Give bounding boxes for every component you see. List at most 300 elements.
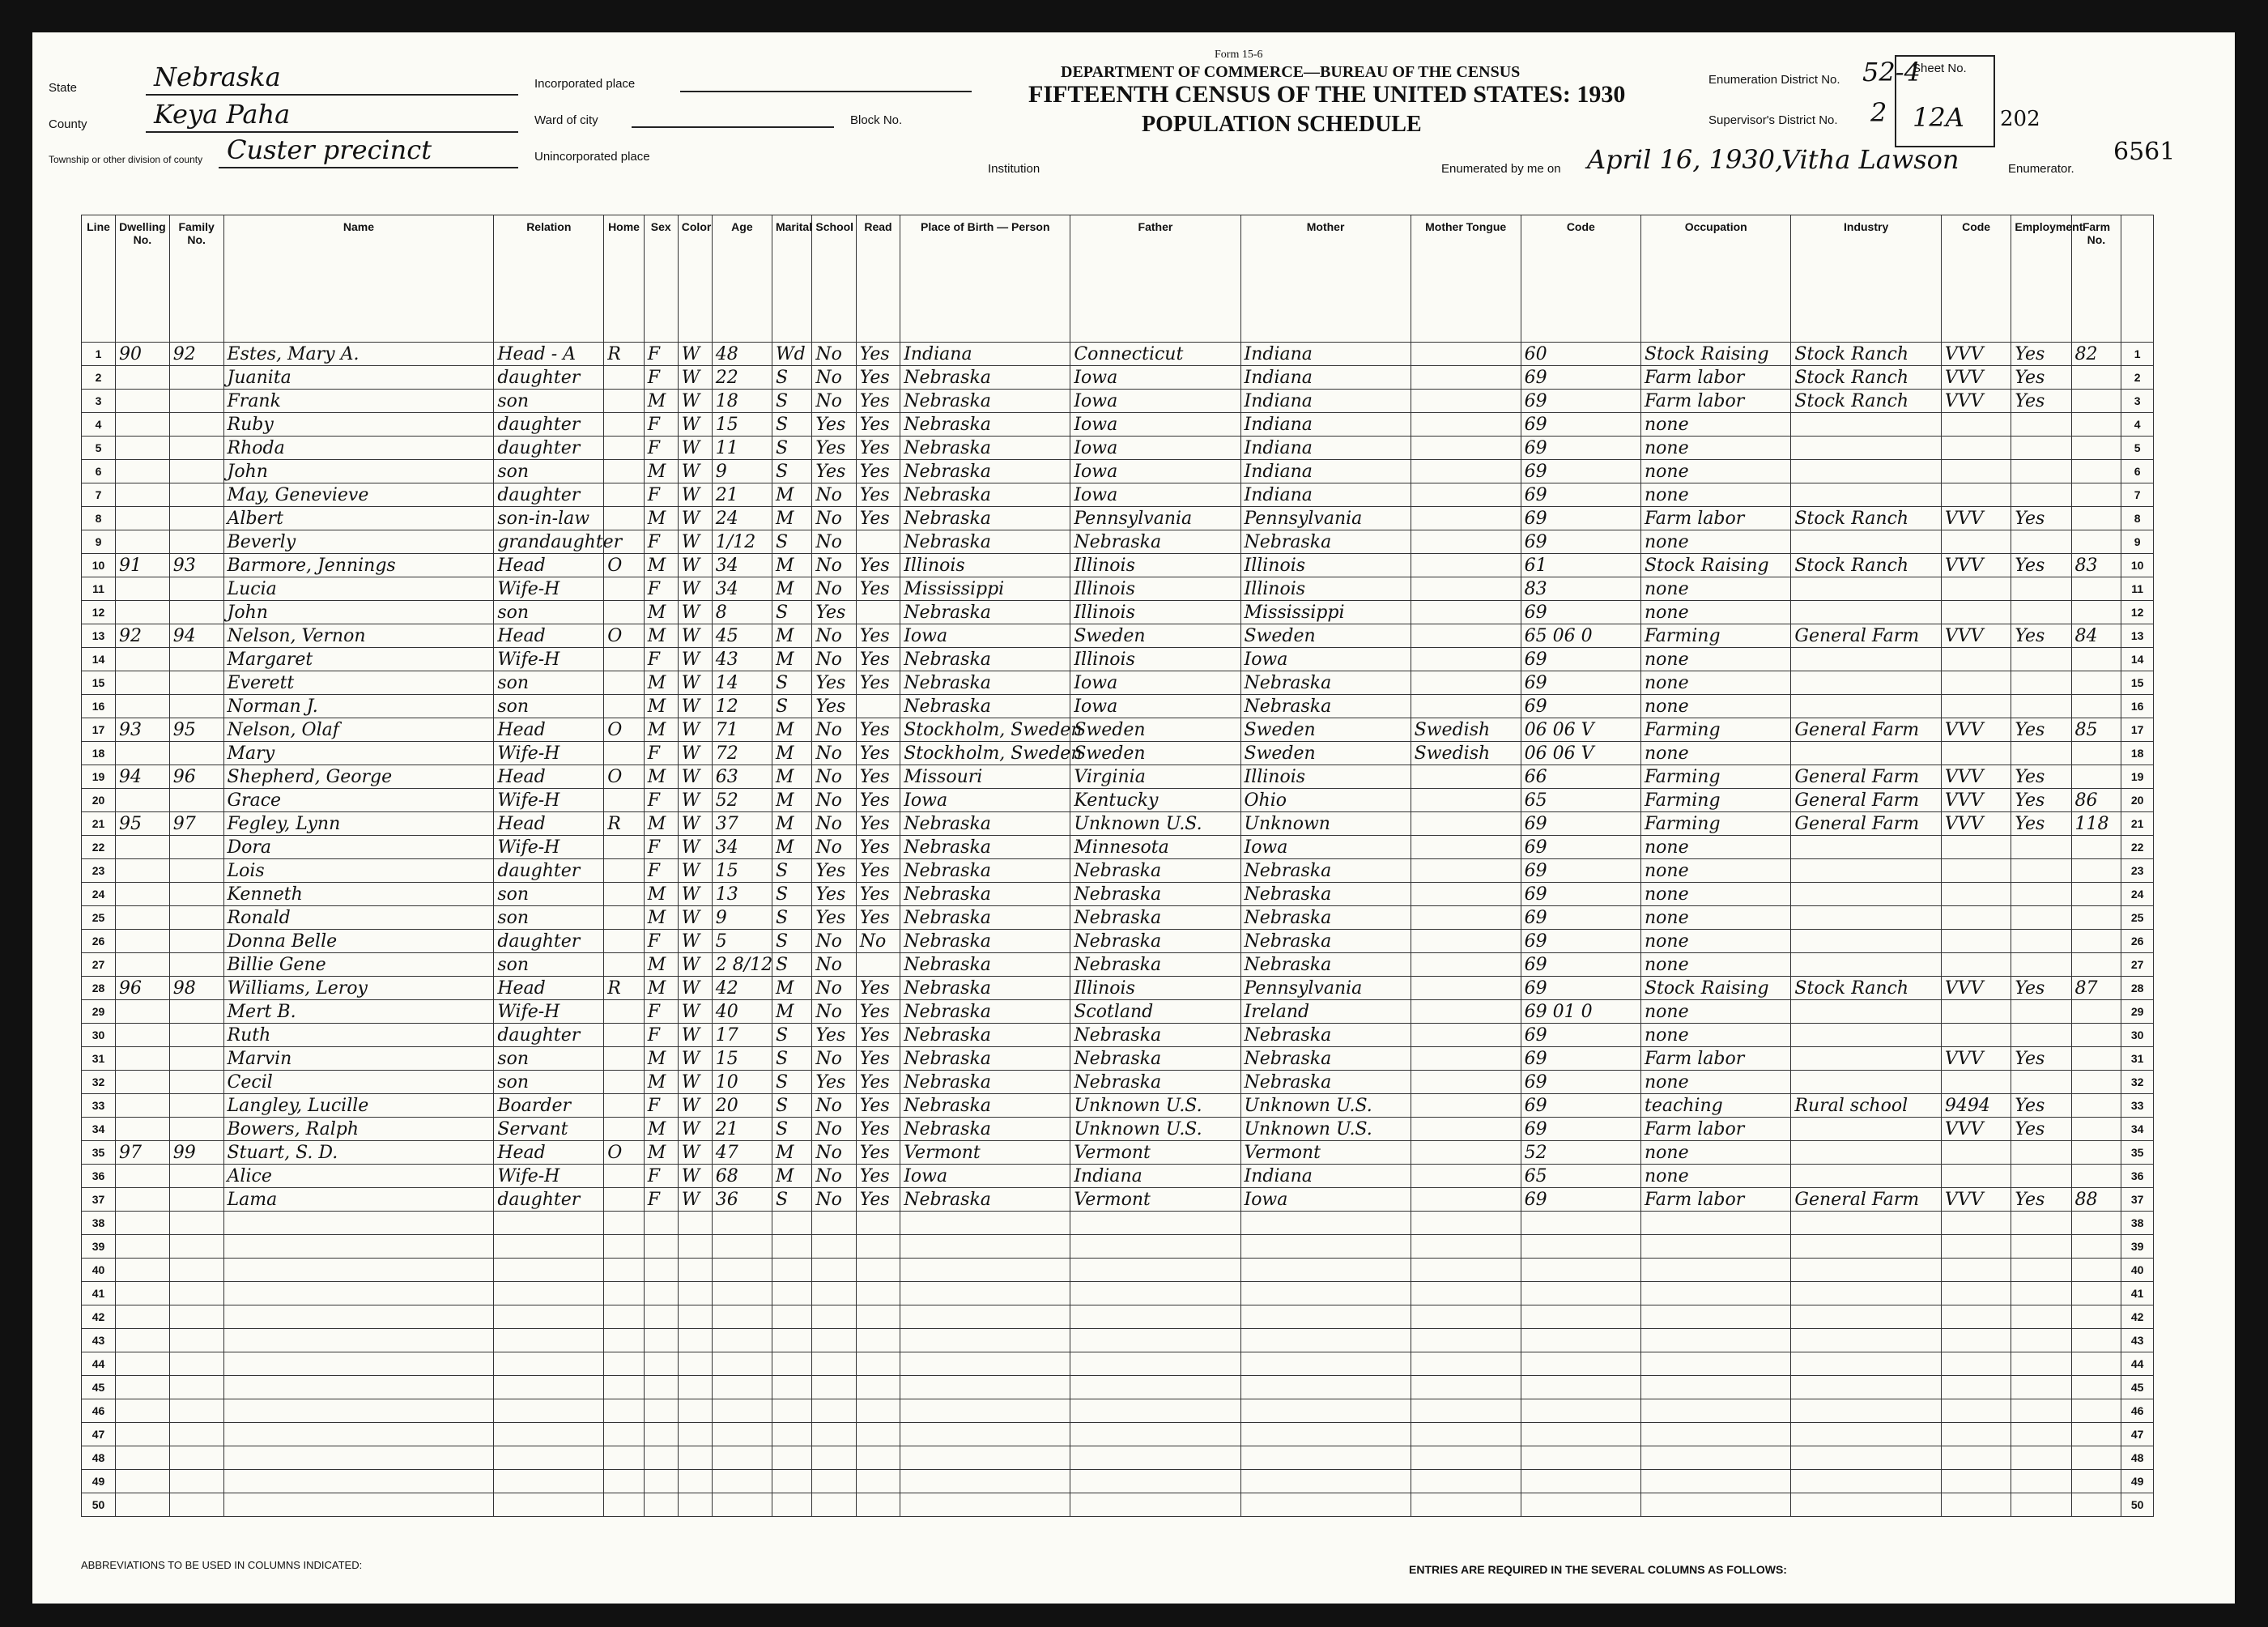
table-cell: Yes bbox=[856, 1047, 900, 1071]
table-cell: O bbox=[604, 1141, 644, 1165]
table-cell: Indiana bbox=[1240, 437, 1411, 460]
table-cell bbox=[1941, 577, 2011, 601]
table-cell: W bbox=[678, 624, 712, 648]
table-cell: 47 bbox=[712, 1141, 772, 1165]
table-row bbox=[82, 413, 2154, 437]
table-cell: M bbox=[644, 883, 678, 906]
table-cell: General Farm bbox=[1791, 624, 1941, 648]
table-cell: Yes bbox=[856, 1094, 900, 1118]
table-cell bbox=[169, 460, 223, 483]
table-cell bbox=[900, 1376, 1070, 1399]
table-cell bbox=[169, 1446, 223, 1470]
table-cell: M bbox=[644, 1141, 678, 1165]
table-cell: W bbox=[678, 695, 712, 718]
table-cell: Stuart, S. D. bbox=[223, 1141, 494, 1165]
table-cell: F bbox=[644, 859, 678, 883]
table-cell: 69 bbox=[1521, 953, 1640, 977]
table-cell: 14 bbox=[712, 671, 772, 695]
table-cell bbox=[678, 1376, 712, 1399]
table-cell bbox=[900, 1305, 1070, 1329]
table-cell bbox=[678, 1493, 712, 1517]
table-row bbox=[82, 1493, 2154, 1517]
table-cell bbox=[1411, 1118, 1521, 1141]
table-cell bbox=[1791, 1493, 1941, 1517]
enumerator-name: Vitha Lawson bbox=[1781, 144, 1960, 175]
table-cell: Yes bbox=[856, 765, 900, 789]
table-cell: Stock Ranch bbox=[1791, 343, 1941, 366]
table-cell: 97 bbox=[116, 1141, 170, 1165]
table-cell bbox=[1521, 1329, 1640, 1352]
sheet-box bbox=[1895, 55, 1995, 147]
table-cell: 9494 bbox=[1941, 1094, 2011, 1118]
table-row bbox=[82, 977, 2154, 1000]
table-cell: 18 bbox=[82, 742, 116, 765]
table-cell: M bbox=[644, 765, 678, 789]
table-cell: 49 bbox=[2121, 1470, 2154, 1493]
table-cell bbox=[1791, 483, 1941, 507]
table-cell bbox=[604, 1000, 644, 1024]
table-cell bbox=[1240, 1259, 1411, 1282]
table-cell: M bbox=[772, 554, 811, 577]
table-cell: F bbox=[644, 437, 678, 460]
table-cell: Nebraska bbox=[1070, 1071, 1240, 1094]
table-cell: 69 bbox=[1521, 906, 1640, 930]
table-cell bbox=[1640, 1493, 1790, 1517]
table-cell: Illinois bbox=[1070, 601, 1240, 624]
column-header: Color bbox=[678, 215, 712, 343]
table-cell: Illinois bbox=[1070, 554, 1240, 577]
table-cell: none bbox=[1640, 483, 1790, 507]
table-cell: F bbox=[644, 483, 678, 507]
table-cell bbox=[812, 1493, 856, 1517]
table-cell bbox=[116, 1047, 170, 1071]
table-cell: Yes bbox=[856, 413, 900, 437]
table-cell bbox=[169, 1212, 223, 1235]
table-cell: S bbox=[772, 413, 811, 437]
table-cell: VVV bbox=[1941, 718, 2011, 742]
table-cell: W bbox=[678, 507, 712, 530]
table-cell: 9 bbox=[82, 530, 116, 554]
table-cell bbox=[856, 1470, 900, 1493]
table-cell: 69 bbox=[1521, 812, 1640, 836]
table-cell: Indiana bbox=[1240, 1165, 1411, 1188]
table-row bbox=[82, 765, 2154, 789]
table-cell bbox=[494, 1212, 604, 1235]
table-cell: 38 bbox=[82, 1212, 116, 1235]
table-cell: 82 bbox=[2071, 343, 2121, 366]
table-cell: Nebraska bbox=[1240, 930, 1411, 953]
table-cell: 17 bbox=[712, 1024, 772, 1047]
table-cell: 69 bbox=[1521, 366, 1640, 390]
table-cell: son bbox=[494, 1047, 604, 1071]
table-cell: Yes bbox=[856, 1165, 900, 1188]
table-cell bbox=[604, 1446, 644, 1470]
table-cell bbox=[900, 1329, 1070, 1352]
table-cell bbox=[1640, 1329, 1790, 1352]
table-cell: Yes bbox=[856, 1118, 900, 1141]
table-cell bbox=[1521, 1446, 1640, 1470]
table-cell: 45 bbox=[712, 624, 772, 648]
table-cell: 23 bbox=[82, 859, 116, 883]
table-cell: M bbox=[644, 554, 678, 577]
table-cell: Pennsylvania bbox=[1070, 507, 1240, 530]
table-cell bbox=[2071, 883, 2121, 906]
table-cell bbox=[2071, 1259, 2121, 1282]
table-cell: M bbox=[644, 460, 678, 483]
table-cell: 8 bbox=[82, 507, 116, 530]
table-cell: Frank bbox=[223, 390, 494, 413]
table-cell: S bbox=[772, 1047, 811, 1071]
table-cell bbox=[116, 1470, 170, 1493]
table-cell: W bbox=[678, 1188, 712, 1212]
table-cell: Yes bbox=[2011, 977, 2071, 1000]
table-cell bbox=[1791, 1212, 1941, 1235]
table-cell: 83 bbox=[1521, 577, 1640, 601]
table-cell: 21 bbox=[712, 1118, 772, 1141]
table-cell: Illinois bbox=[1240, 554, 1411, 577]
table-cell bbox=[856, 695, 900, 718]
table-row bbox=[82, 1235, 2154, 1259]
table-row bbox=[82, 1282, 2154, 1305]
table-cell: 13 bbox=[712, 883, 772, 906]
table-cell: Iowa bbox=[900, 624, 1070, 648]
table-cell: W bbox=[678, 765, 712, 789]
table-cell: M bbox=[644, 671, 678, 695]
table-row bbox=[82, 507, 2154, 530]
table-cell bbox=[1640, 1282, 1790, 1305]
table-cell: 43 bbox=[712, 648, 772, 671]
table-cell: Sweden bbox=[1240, 624, 1411, 648]
table-cell: O bbox=[604, 624, 644, 648]
table-cell: 17 bbox=[82, 718, 116, 742]
table-cell bbox=[1941, 413, 2011, 437]
table-cell: Iowa bbox=[1070, 413, 1240, 437]
table-cell: 30 bbox=[82, 1024, 116, 1047]
table-cell: F bbox=[644, 343, 678, 366]
table-cell: Sweden bbox=[1070, 624, 1240, 648]
table-cell bbox=[1411, 1000, 1521, 1024]
table-cell: Illinois bbox=[1070, 977, 1240, 1000]
table-cell bbox=[2011, 1376, 2071, 1399]
table-cell bbox=[1941, 883, 2011, 906]
table-cell bbox=[856, 1212, 900, 1235]
table-cell: 27 bbox=[82, 953, 116, 977]
table-cell bbox=[494, 1470, 604, 1493]
table-cell bbox=[1411, 906, 1521, 930]
table-cell: Nebraska bbox=[900, 1118, 1070, 1141]
table-cell: W bbox=[678, 953, 712, 977]
table-cell: 85 bbox=[2071, 718, 2121, 742]
table-cell: 87 bbox=[2071, 977, 2121, 1000]
table-cell bbox=[1941, 1352, 2011, 1376]
table-cell: No bbox=[812, 483, 856, 507]
table-cell bbox=[1941, 1329, 2011, 1352]
table-cell bbox=[2071, 1352, 2121, 1376]
table-row bbox=[82, 836, 2154, 859]
table-cell: 15 bbox=[82, 671, 116, 695]
table-cell bbox=[644, 1282, 678, 1305]
table-cell: R bbox=[604, 812, 644, 836]
table-cell bbox=[494, 1259, 604, 1282]
table-cell bbox=[1411, 1493, 1521, 1517]
table-cell: none bbox=[1640, 742, 1790, 765]
table-cell: F bbox=[644, 930, 678, 953]
table-cell bbox=[1941, 671, 2011, 695]
table-cell: 65 06 0 bbox=[1521, 624, 1640, 648]
table-cell: Iowa bbox=[1070, 671, 1240, 695]
table-cell bbox=[1941, 1212, 2011, 1235]
table-cell bbox=[678, 1446, 712, 1470]
table-cell: Iowa bbox=[1070, 460, 1240, 483]
table-cell: 12 bbox=[712, 695, 772, 718]
table-cell: Yes bbox=[856, 1188, 900, 1212]
table-cell bbox=[812, 1399, 856, 1423]
column-header: Relation bbox=[494, 215, 604, 343]
table-cell: 49 bbox=[82, 1470, 116, 1493]
table-cell: Farm labor bbox=[1640, 390, 1790, 413]
table-cell: M bbox=[644, 507, 678, 530]
table-cell bbox=[169, 1305, 223, 1329]
table-cell bbox=[1411, 1352, 1521, 1376]
table-cell bbox=[169, 930, 223, 953]
table-cell bbox=[1411, 343, 1521, 366]
table-cell: 39 bbox=[82, 1235, 116, 1259]
table-cell: Yes bbox=[2011, 1118, 2071, 1141]
table-cell bbox=[604, 1024, 644, 1047]
table-cell: Nebraska bbox=[1070, 883, 1240, 906]
table-cell bbox=[604, 1212, 644, 1235]
table-cell: Yes bbox=[856, 718, 900, 742]
table-cell bbox=[2011, 1235, 2071, 1259]
table-cell bbox=[1791, 648, 1941, 671]
table-cell bbox=[223, 1423, 494, 1446]
table-cell: 24 bbox=[712, 507, 772, 530]
table-cell: No bbox=[812, 1000, 856, 1024]
table-cell bbox=[1640, 1212, 1790, 1235]
table-cell bbox=[1411, 483, 1521, 507]
table-cell: 20 bbox=[2121, 789, 2154, 812]
table-cell: Lama bbox=[223, 1188, 494, 1212]
table-cell bbox=[2071, 437, 2121, 460]
block-label: Block No. bbox=[850, 113, 903, 127]
enumerated-label: Enumerated by me on bbox=[1441, 162, 1561, 176]
table-cell: 48 bbox=[712, 343, 772, 366]
table-cell bbox=[223, 1399, 494, 1423]
column-header: Farm No. bbox=[2071, 215, 2121, 343]
table-cell bbox=[644, 1423, 678, 1446]
table-cell bbox=[1411, 1141, 1521, 1165]
township-value: Custer precinct bbox=[227, 134, 432, 165]
table-cell: Norman J. bbox=[223, 695, 494, 718]
table-cell bbox=[169, 1493, 223, 1517]
table-cell: Nebraska bbox=[1240, 859, 1411, 883]
table-cell bbox=[116, 1118, 170, 1141]
table-cell: Albert bbox=[223, 507, 494, 530]
table-cell: 48 bbox=[2121, 1446, 2154, 1470]
table-cell: Ruth bbox=[223, 1024, 494, 1047]
table-cell: 36 bbox=[82, 1165, 116, 1188]
table-cell: Pennsylvania bbox=[1240, 977, 1411, 1000]
table-cell: 19 bbox=[2121, 765, 2154, 789]
table-cell: Sweden bbox=[1070, 718, 1240, 742]
table-cell: 61 bbox=[1521, 554, 1640, 577]
table-cell: W bbox=[678, 1024, 712, 1047]
table-cell: Indiana bbox=[1240, 390, 1411, 413]
table-cell: none bbox=[1640, 671, 1790, 695]
table-cell: 06 06 V bbox=[1521, 718, 1640, 742]
table-cell: M bbox=[644, 695, 678, 718]
table-cell: none bbox=[1640, 859, 1790, 883]
table-cell: M bbox=[772, 1141, 811, 1165]
table-cell: 37 bbox=[2121, 1188, 2154, 1212]
table-row bbox=[82, 1352, 2154, 1376]
table-cell bbox=[1411, 1470, 1521, 1493]
table-cell bbox=[2011, 601, 2071, 624]
table-cell: Yes bbox=[2011, 507, 2071, 530]
table-cell bbox=[494, 1235, 604, 1259]
table-cell bbox=[2011, 742, 2071, 765]
table-cell: Nebraska bbox=[900, 366, 1070, 390]
table-cell bbox=[678, 1259, 712, 1282]
table-cell bbox=[2071, 577, 2121, 601]
table-cell: Iowa bbox=[900, 1165, 1070, 1188]
table-cell: W bbox=[678, 789, 712, 812]
table-cell bbox=[1411, 1024, 1521, 1047]
table-cell: 23 bbox=[2121, 859, 2154, 883]
table-cell bbox=[1640, 1259, 1790, 1282]
table-cell bbox=[116, 601, 170, 624]
ward-label: Ward of city bbox=[534, 113, 598, 127]
table-cell: S bbox=[772, 1188, 811, 1212]
table-cell: none bbox=[1640, 648, 1790, 671]
table-cell: 9 bbox=[2121, 530, 2154, 554]
table-cell: F bbox=[644, 413, 678, 437]
census-title: FIFTEENTH CENSUS OF THE UNITED STATES: 1930 bbox=[1028, 81, 1626, 108]
table-cell: S bbox=[772, 460, 811, 483]
table-cell: Yes bbox=[2011, 554, 2071, 577]
table-cell: Stockholm, Sweden bbox=[900, 742, 1070, 765]
table-cell bbox=[116, 1165, 170, 1188]
table-row bbox=[82, 1165, 2154, 1188]
table-cell bbox=[169, 1024, 223, 1047]
table-cell: Lucia bbox=[223, 577, 494, 601]
table-cell bbox=[169, 1352, 223, 1376]
table-cell bbox=[1791, 1259, 1941, 1282]
table-cell bbox=[678, 1399, 712, 1423]
table-cell: W bbox=[678, 836, 712, 859]
table-cell bbox=[2071, 1423, 2121, 1446]
table-cell bbox=[1411, 836, 1521, 859]
table-cell: No bbox=[812, 789, 856, 812]
table-cell bbox=[2071, 1305, 2121, 1329]
table-cell bbox=[856, 1352, 900, 1376]
table-cell: daughter bbox=[494, 930, 604, 953]
table-cell: W bbox=[678, 366, 712, 390]
table-cell bbox=[604, 1118, 644, 1141]
table-cell: Rural school bbox=[1791, 1094, 1941, 1118]
table-cell: Fegley, Lynn bbox=[223, 812, 494, 836]
table-cell: 20 bbox=[712, 1094, 772, 1118]
table-cell: Scotland bbox=[1070, 1000, 1240, 1024]
table-cell bbox=[644, 1352, 678, 1376]
table-cell bbox=[604, 930, 644, 953]
table-cell: Yes bbox=[2011, 343, 2071, 366]
table-cell: No bbox=[812, 624, 856, 648]
table-cell: none bbox=[1640, 1000, 1790, 1024]
table-cell bbox=[1411, 695, 1521, 718]
table-cell: 18 bbox=[712, 390, 772, 413]
table-cell: Nebraska bbox=[1070, 930, 1240, 953]
table-row bbox=[82, 577, 2154, 601]
table-cell bbox=[223, 1305, 494, 1329]
table-cell: 06 06 V bbox=[1521, 742, 1640, 765]
column-header: Home bbox=[604, 215, 644, 343]
table-cell: Iowa bbox=[1240, 648, 1411, 671]
table-cell: Yes bbox=[856, 437, 900, 460]
table-cell bbox=[116, 859, 170, 883]
table-cell: 45 bbox=[82, 1376, 116, 1399]
table-cell: 9 bbox=[712, 906, 772, 930]
table-cell: 69 bbox=[1521, 883, 1640, 906]
table-cell: Nebraska bbox=[1070, 953, 1240, 977]
table-cell: 11 bbox=[2121, 577, 2154, 601]
table-cell bbox=[1411, 601, 1521, 624]
table-cell bbox=[1941, 1235, 2011, 1259]
table-cell: M bbox=[772, 742, 811, 765]
table-cell bbox=[116, 1446, 170, 1470]
table-cell: son bbox=[494, 953, 604, 977]
table-cell bbox=[856, 1423, 900, 1446]
table-cell bbox=[1411, 1305, 1521, 1329]
table-cell: M bbox=[772, 1165, 811, 1188]
table-cell bbox=[223, 1329, 494, 1352]
table-cell: Head bbox=[494, 718, 604, 742]
table-cell bbox=[2071, 1094, 2121, 1118]
table-cell: 10 bbox=[2121, 554, 2154, 577]
table-cell bbox=[1941, 1470, 2011, 1493]
table-cell: 27 bbox=[2121, 953, 2154, 977]
table-cell: Minnesota bbox=[1070, 836, 1240, 859]
table-cell: No bbox=[812, 977, 856, 1000]
table-cell bbox=[1521, 1282, 1640, 1305]
table-cell: daughter bbox=[494, 859, 604, 883]
table-cell bbox=[223, 1259, 494, 1282]
table-cell: Iowa bbox=[1070, 483, 1240, 507]
sheet-label: Sheet No. bbox=[1913, 62, 1967, 75]
table-cell bbox=[169, 859, 223, 883]
table-cell bbox=[1240, 1305, 1411, 1329]
table-cell bbox=[604, 437, 644, 460]
table-cell: 21 bbox=[82, 812, 116, 836]
table-cell: S bbox=[772, 1118, 811, 1141]
table-cell bbox=[604, 859, 644, 883]
table-cell: M bbox=[772, 812, 811, 836]
table-cell: M bbox=[772, 836, 811, 859]
table-cell: Vermont bbox=[1070, 1188, 1240, 1212]
table-cell: Everett bbox=[223, 671, 494, 695]
table-cell: Yes bbox=[2011, 718, 2071, 742]
table-row bbox=[82, 1329, 2154, 1352]
table-cell: No bbox=[812, 1141, 856, 1165]
institution-label: Institution bbox=[988, 162, 1040, 176]
table-cell: 41 bbox=[2121, 1282, 2154, 1305]
table-cell: M bbox=[644, 1047, 678, 1071]
table-cell: 29 bbox=[82, 1000, 116, 1024]
table-cell bbox=[1411, 648, 1521, 671]
table-cell: Yes bbox=[856, 483, 900, 507]
table-cell bbox=[812, 1423, 856, 1446]
table-cell: 28 bbox=[82, 977, 116, 1000]
